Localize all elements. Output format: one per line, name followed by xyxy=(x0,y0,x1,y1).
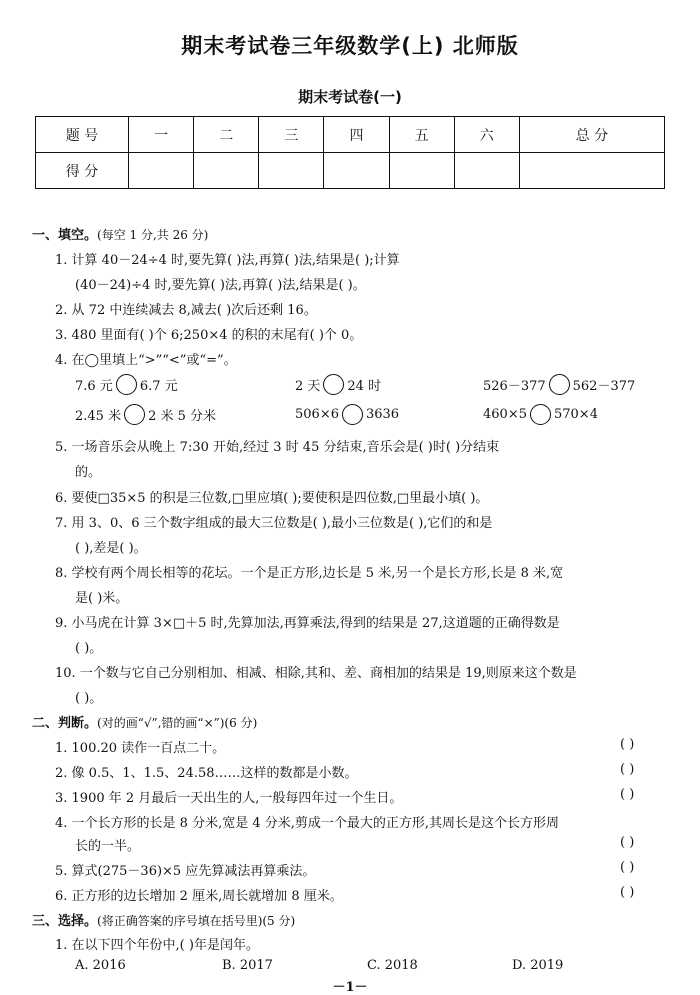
question-line: 4. 在◯里填上“>”“<”或“=”。 xyxy=(55,353,237,368)
section-note: (每空 1 分,共 26 分) xyxy=(97,228,209,242)
score-header-row xyxy=(36,117,665,153)
question-line: 6. 要使□35×5 的积是三位数,□里应填( );要使积是四位数,□里最小填( )。 xyxy=(55,491,489,506)
score-label: 得 分 xyxy=(36,153,129,189)
score-table xyxy=(35,116,665,189)
question-line: 的。 xyxy=(75,465,102,480)
score-blank[interactable] xyxy=(519,153,664,189)
answer-circle[interactable] xyxy=(124,404,145,425)
question-line: 2. 从 72 中连续减去 8,减去( )次后还剩 16。 xyxy=(55,303,317,318)
compare-item xyxy=(75,404,216,425)
answer-circle[interactable] xyxy=(323,374,344,395)
question-line: 是( )米。 xyxy=(75,591,129,606)
compare-right: 570×4 xyxy=(553,407,598,422)
compare-left: 2.45 米 xyxy=(75,409,122,424)
question-line: 8. 学校有两个周长相等的花坛。一个是正方形,边长是 5 米,另一个是长方形,长是 8 米,宽 xyxy=(55,566,564,581)
compare-left: 2 天 xyxy=(295,379,321,394)
section-title: 三、选择。 xyxy=(32,914,98,929)
compare-left: 7.6 元 xyxy=(75,379,113,394)
question-line: ( ),差是( )。 xyxy=(75,541,147,556)
answer-circle[interactable] xyxy=(342,404,363,425)
answer-circle[interactable] xyxy=(549,374,570,395)
judge-item: 3. 1900 年 2 月最后一天出生的人,一般每四年过一个生日。 xyxy=(55,791,403,806)
answer-circle[interactable] xyxy=(530,404,551,425)
answer-paren[interactable]: ( ) xyxy=(620,762,635,777)
score-blank[interactable] xyxy=(454,153,519,189)
answer-circle[interactable] xyxy=(116,374,137,395)
question-line: 5. 一场音乐会从晚上 7:30 开始,经过 3 时 45 分结束,音乐会是( )时( )分结束 xyxy=(55,440,500,455)
score-blank[interactable] xyxy=(259,153,324,189)
compare-left: 506×6 xyxy=(295,407,339,422)
page-title: 期末考试卷三年级数学(上) 北师版 xyxy=(181,34,519,58)
question-line: ( )。 xyxy=(75,641,103,656)
compare-left: 526－377 xyxy=(483,379,546,394)
section-title: 二、判断。 xyxy=(32,716,98,731)
score-blank[interactable] xyxy=(389,153,454,189)
section-title: 一、填空。 xyxy=(32,228,98,243)
section-note: (将正确答案的序号填在括号里)(5 分) xyxy=(97,914,296,928)
judge-item: 5. 算式(275－36)×5 应先算减法再算乘法。 xyxy=(55,864,316,879)
score-cell: 总 分 xyxy=(519,117,664,153)
page-number: －1－ xyxy=(332,980,368,995)
score-blank[interactable] xyxy=(324,153,389,189)
compare-right: 2 米 5 分米 xyxy=(148,409,217,424)
answer-paren[interactable]: ( ) xyxy=(620,835,635,850)
score-row xyxy=(36,153,665,189)
exam-subtitle: 期末考试卷(一) xyxy=(298,88,402,106)
compare-item xyxy=(75,374,178,395)
option-d[interactable]: D. 2019 xyxy=(512,958,564,973)
score-blank[interactable] xyxy=(194,153,259,189)
score-cell: 题 号 xyxy=(36,117,129,153)
score-cell: 三 xyxy=(259,117,324,153)
compare-right: 3636 xyxy=(365,407,400,422)
score-cell: 四 xyxy=(324,117,389,153)
judge-item: 2. 像 0.5、1、1.5、24.58……这样的数都是小数。 xyxy=(55,766,358,781)
score-cell: 一 xyxy=(129,117,194,153)
compare-item xyxy=(295,404,399,425)
answer-paren[interactable]: ( ) xyxy=(620,737,635,752)
section-heading xyxy=(32,224,208,243)
question-line: (40－24)÷4 时,要先算( )法,再算( )法,结果是( )。 xyxy=(75,278,366,293)
score-cell: 六 xyxy=(454,117,519,153)
option-c[interactable]: C. 2018 xyxy=(367,958,418,973)
compare-item xyxy=(483,374,635,395)
compare-left: 460×5 xyxy=(483,407,527,422)
score-cell: 五 xyxy=(389,117,454,153)
compare-right: 24 时 xyxy=(347,379,382,394)
answer-paren[interactable]: ( ) xyxy=(620,885,635,900)
question-line: 3. 480 里面有( )个 6;250×4 的积的末尾有( )个 0。 xyxy=(55,328,363,343)
option-a[interactable]: A. 2016 xyxy=(75,958,126,973)
question-line: 1. 计算 40－24÷4 时,要先算( )法,再算( )法,结果是( );计算 xyxy=(55,253,400,268)
compare-right: 562－377 xyxy=(572,379,636,394)
score-cell: 二 xyxy=(194,117,259,153)
score-blank[interactable] xyxy=(129,153,194,189)
question-line: ( )。 xyxy=(75,691,103,706)
answer-paren[interactable]: ( ) xyxy=(620,787,635,802)
question-line: 10. 一个数与它自己分别相加、相减、相除,其和、差、商相加的结果是 19,则原来这个数是 xyxy=(55,666,577,681)
section-heading xyxy=(32,910,295,929)
answer-paren[interactable]: ( ) xyxy=(620,860,635,875)
section-heading xyxy=(32,712,257,731)
judge-item: 6. 正方形的边长增加 2 厘米,周长就增加 8 厘米。 xyxy=(55,889,343,904)
option-b[interactable]: B. 2017 xyxy=(222,958,273,973)
question-line: 1. 在以下四个年份中,( )年是闰年。 xyxy=(55,938,259,953)
question-line: 9. 小马虎在计算 3×□＋5 时,先算加法,再算乘法,得到的结果是 27,这道题的正确得数是 xyxy=(55,616,560,631)
judge-item-continued: 长的一半。 xyxy=(75,839,141,854)
compare-right: 6.7 元 xyxy=(139,379,178,394)
judge-item: 1. 100.20 读作一百点二十。 xyxy=(55,741,226,756)
compare-item xyxy=(295,374,381,395)
section-note: (对的画“√”,错的画“×”)(6 分) xyxy=(97,716,258,730)
question-line: 7. 用 3、0、6 三个数字组成的最大三位数是( ),最小三位数是( ),它们的和是 xyxy=(55,516,493,531)
judge-item: 4. 一个长方形的长是 8 分米,宽是 4 分米,剪成一个最大的正方形,其周长是这个长方形周 xyxy=(55,816,560,831)
compare-item xyxy=(483,404,598,425)
